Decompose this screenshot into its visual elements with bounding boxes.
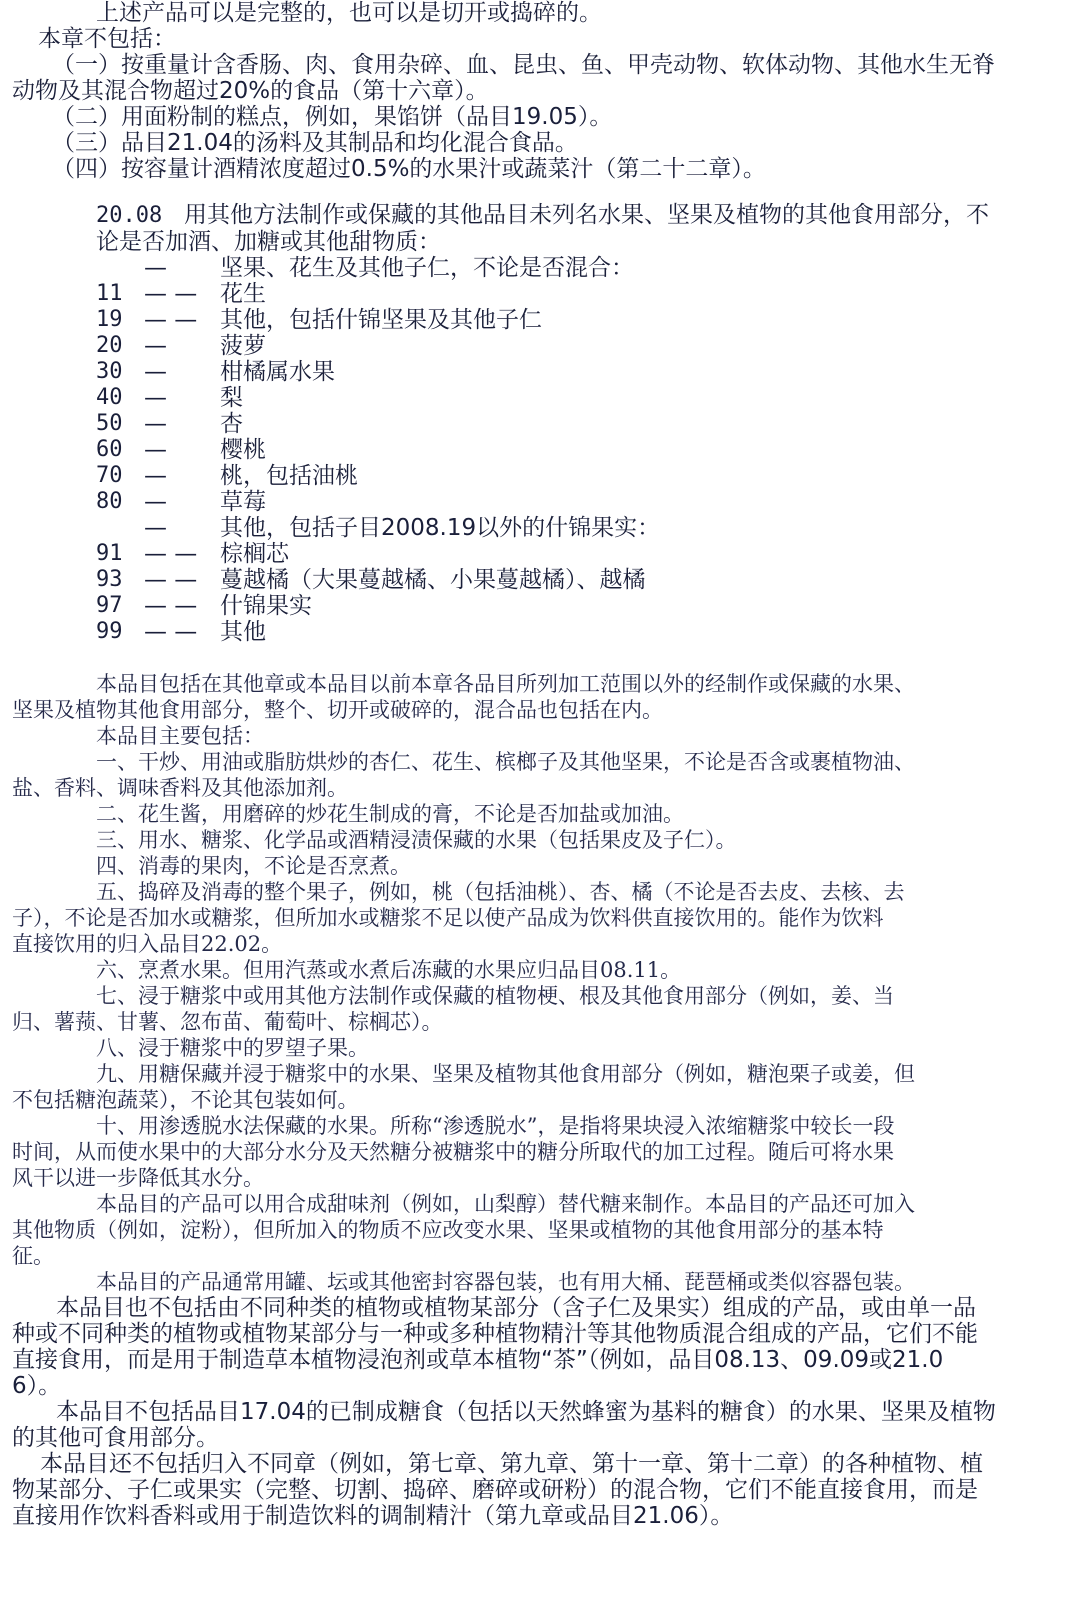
subheading-row — [96, 385, 1072, 411]
subheading-label: 杏 — [220, 411, 243, 437]
subheading-label: 草莓 — [220, 489, 266, 515]
subheading-code — [96, 515, 144, 541]
note-paragraph-cont: 坚果及植物其他食用部分，整个、切开或破碎的，混合品也包括在内。 — [12, 698, 663, 722]
subheading-label: 樱桃 — [220, 437, 266, 463]
exclusion-note-3-cont: 直接用作饮料香料或用于制造饮料的调制精汁（第九章或品目21.06）。 — [12, 1503, 734, 1529]
exclusions-title: 本章不包括： — [38, 26, 176, 52]
note-item-10-cont: 时间，从而使水果中的大部分水分及天然糖分被糖浆中的糖分所取代的加工过程。随后可将水果 — [12, 1140, 894, 1164]
subheading-dash: — — [144, 385, 167, 411]
note-item-9-cont: 不包括糖泡蔬菜），不论其包装如何。 — [12, 1088, 359, 1112]
subheading-row — [96, 255, 1072, 281]
subheading-code: 80 — [96, 489, 123, 514]
subheading-label: 桃，包括油桃 — [220, 463, 358, 489]
note-item-5-cont: 直接饮用的归入品目22.02。 — [12, 932, 283, 956]
note-item-10-cont: 风干以进一步降低其水分。 — [12, 1166, 264, 1190]
note-item-10: 十、用渗透脱水法保藏的水果。所称“渗透脱水”，是指将果块浸入浓缩糖浆中较长一段 — [96, 1114, 895, 1138]
intro-line: 上述产品可以是完整的，也可以是切开或捣碎的。 — [96, 0, 602, 26]
subheading-dash: — — [144, 463, 167, 489]
heading-code: 20.08 — [96, 203, 163, 228]
subheading-row — [96, 359, 1072, 385]
intro-section — [12, 0, 1072, 182]
subheading-dash: — — [144, 255, 167, 281]
note-item-5-cont: 子），不论是否加水或糖浆，但所加水或糖浆不足以使产品成为饮料供直接饮用的。能作为饮料 — [12, 906, 884, 930]
subheading-dash: — — — [144, 281, 198, 307]
note-item-4: 四、消毒的果肉，不论是否烹煮。 — [96, 854, 411, 878]
note-sweetener: 本品目的产品可以用合成甜味剂（例如，山梨醇）替代糖来制作。本品目的产品还可加入 — [96, 1192, 915, 1216]
subheading-row — [96, 307, 1072, 333]
note-paragraph: 本品目包括在其他章或本品目以前本章各品目所列加工范围以外的经制作或保藏的水果、 — [96, 672, 915, 696]
note-item-5: 五、捣碎及消毒的整个果子，例如，桃（包括油桃）、杏、橘（不论是否去皮、去核、去 — [96, 880, 905, 904]
exclusion-item: （二）用面粉制的糕点，例如，果馅饼（品目19.05）。 — [52, 104, 613, 130]
subheading-code: 99 — [96, 619, 123, 644]
note-main-title: 本品目主要包括： — [96, 724, 264, 748]
exclusion-item: （一）按重量计含香肠、肉、食用杂碎、血、昆虫、鱼、甲壳动物、软体动物、其他水生无脊 — [52, 52, 995, 78]
subheading-label: 棕榈芯 — [220, 541, 289, 567]
note-item-8: 八、浸于糖浆中的罗望子果。 — [96, 1036, 369, 1060]
subheading-code: 11 — [96, 281, 123, 306]
note-item-1: 一、干炒、用油或脂肪烘炒的杏仁、花生、槟榔子及其他坚果，不论是否含或裹植物油、 — [96, 750, 915, 774]
exclusion-note-1-cont: 种或不同种类的植物或植物某部分与一种或多种植物精汁等其他物质混合组成的产品，它们不能 — [12, 1321, 978, 1347]
subheading-row — [96, 567, 1072, 593]
subheading-dash: — — — [144, 593, 198, 619]
exclusion-note-1: 本品目也不包括由不同种类的植物或植物某部分（含子仁及果实）组成的产品，或由单一品 — [56, 1295, 976, 1321]
subheading-row — [96, 463, 1072, 489]
subheading-code: 93 — [96, 567, 123, 592]
exclusion-note-3-cont: 物某部分、子仁或果实（完整、切割、捣碎、磨碎或研粉）的混合物，它们不能直接食用，而是 — [12, 1477, 978, 1503]
subheading-code — [96, 255, 144, 281]
subheading-label: 其他 — [220, 619, 266, 645]
subheading-code: 50 — [96, 411, 123, 436]
subheading-code: 70 — [96, 463, 123, 488]
subheading-dash: — — [144, 515, 167, 541]
note-item-9: 九、用糖保藏并浸于糖浆中的水果、坚果及植物其他食用部分（例如，糖泡栗子或姜，但 — [96, 1062, 915, 1086]
subheading-row — [96, 515, 1072, 541]
note-sweetener-cont: 其他物质（例如，淀粉），但所加入的物质不应改变水果、坚果或植物的其他食用部分的基本特 — [12, 1218, 884, 1242]
subheading-dash: — — [144, 359, 167, 385]
note-item-6: 六、烹煮水果。但用汽蒸或水煮后冻藏的水果应归品目08.11。 — [96, 958, 682, 982]
subheading-label: 蔓越橘（大果蔓越橘、小果蔓越橘）、越橘 — [220, 567, 646, 593]
exclusion-item: （三）品目21.04的汤料及其制品和均化混合食品。 — [52, 130, 578, 156]
subheading-row — [96, 281, 1072, 307]
subheading-code: 19 — [96, 307, 123, 332]
subheading-label: 柑橘属水果 — [220, 359, 335, 385]
note-item-2: 二、花生酱，用磨碎的炒花生制成的膏，不论是否加盐或加油。 — [96, 802, 684, 826]
subheading-code: 97 — [96, 593, 123, 618]
subheading-row — [96, 437, 1072, 463]
subheading-row — [96, 411, 1072, 437]
note-packaging: 本品目的产品通常用罐、坛或其他密封容器包装，也有用大桶、琵琶桶或类似容器包装。 — [96, 1270, 915, 1294]
heading-title-line1: 用其他方法制作或保藏的其他品目未列名水果、坚果及植物的其他食用部分，不 — [184, 202, 989, 228]
subheading-label: 坚果、花生及其他子仁，不论是否混合： — [220, 255, 634, 281]
subheading-code: 20 — [96, 333, 123, 358]
subheading-label: 菠萝 — [220, 333, 266, 359]
note-item-7: 七、浸于糖浆中或用其他方法制作或保藏的植物梗、根及其他食用部分（例如，姜、当 — [96, 984, 894, 1008]
exclusion-item: （四）按容量计酒精浓度超过0.5%的水果汁或蔬菜汁（第二十二章）。 — [52, 156, 766, 182]
subheading-label: 梨 — [220, 385, 243, 411]
subheading-code: 40 — [96, 385, 123, 410]
subheading-dash: — — [144, 489, 167, 515]
subheading-code: 91 — [96, 541, 123, 566]
heading-title — [96, 202, 1072, 229]
subheading-row — [96, 593, 1072, 619]
subheading-code: 30 — [96, 359, 123, 384]
subheading-label: 花生 — [220, 281, 266, 307]
subheading-dash: — — — [144, 567, 198, 593]
subheading-label: 其他，包括什锦坚果及其他子仁 — [220, 307, 542, 333]
note-sweetener-cont: 征。 — [12, 1244, 54, 1268]
subheading-dash: — — — [144, 541, 198, 567]
heading-title-line2: 论是否加酒、加糖或其他甜物质： — [96, 229, 441, 255]
exclusion-note-2-cont: 的其他可食用部分。 — [12, 1425, 219, 1451]
subheading-dash: — — [144, 333, 167, 359]
subheading-dash: — — [144, 411, 167, 437]
note-item-7-cont: 归、薯蓣、甘薯、忽布苗、葡萄叶、棕榈芯）。 — [12, 1010, 443, 1034]
subheading-dash: — — [144, 437, 167, 463]
subheading-label: 其他，包括子目2008.19以外的什锦果实： — [220, 515, 661, 541]
subheading-row — [96, 333, 1072, 359]
subheading-code: 60 — [96, 437, 123, 462]
exclusion-notes — [12, 1295, 1072, 1529]
heading-block — [12, 202, 1072, 645]
subheading-row — [96, 541, 1072, 567]
exclusion-note-1-cont: 6）。 — [12, 1373, 62, 1399]
note-item-3: 三、用水、糖浆、化学品或酒精浸渍保藏的水果（包括果皮及子仁）。 — [96, 828, 737, 852]
subheading-label: 什锦果实 — [220, 593, 312, 619]
subheading-dash: — — — [144, 307, 198, 333]
subheading-row — [96, 619, 1072, 645]
subheading-dash: — — — [144, 619, 198, 645]
exclusion-note-2: 本品目不包括品目17.04的已制成糖食（包括以天然蜂蜜为基料的糖食）的水果、坚果及植物 — [56, 1399, 996, 1425]
exclusion-item-cont: 动物及其混合物超过20%的食品（第十六章）。 — [12, 78, 489, 104]
notes-section — [12, 671, 1072, 1295]
note-item-1-cont: 盐、香料、调味香料及其他添加剂。 — [12, 776, 348, 800]
subheading-row — [96, 489, 1072, 515]
exclusion-note-1-cont: 直接食用，而是用于制造草本植物浸泡剂或草本植物“茶”（例如，品目08.13、09.09或21.0 — [12, 1347, 944, 1373]
exclusion-note-3: 本品目还不包括归入不同章（例如，第七章、第九章、第十一章、第十二章）的各种植物、植 — [40, 1451, 983, 1477]
subheading-list — [96, 255, 1072, 645]
